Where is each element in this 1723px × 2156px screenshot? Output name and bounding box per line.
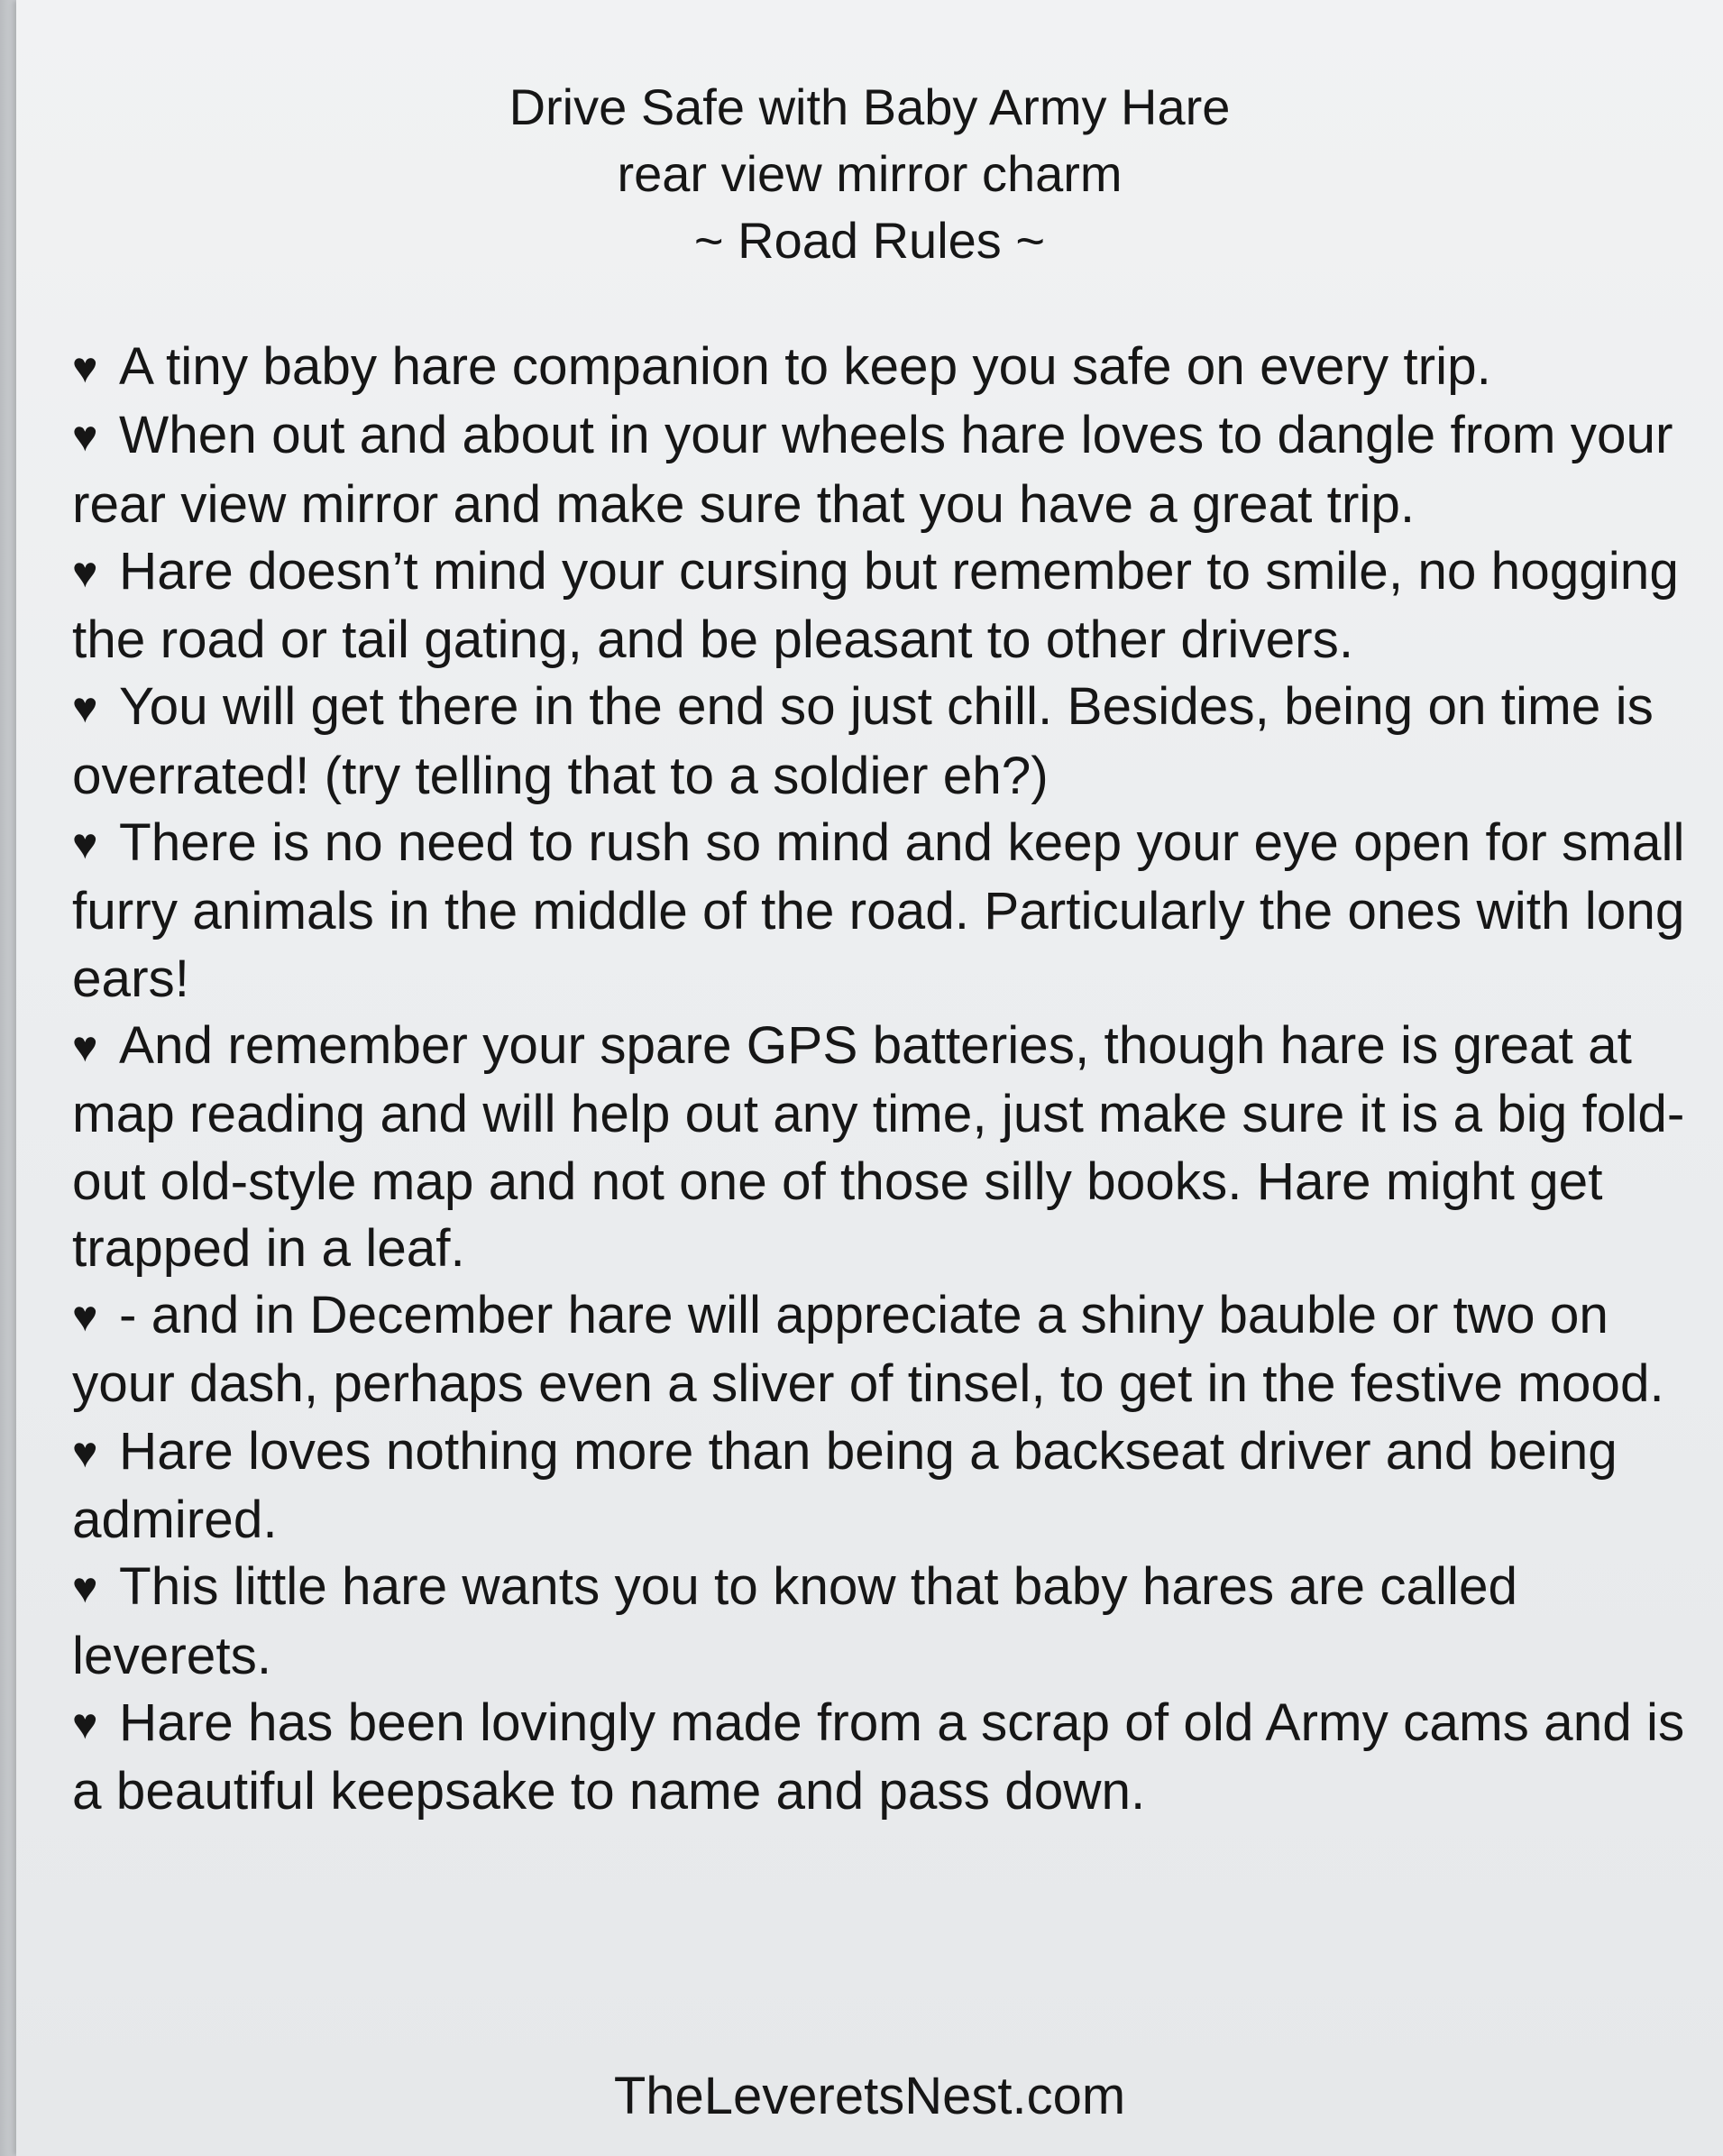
rule-text: Hare doesn’t mind your cursing but remember to smile, no hogging the road or tail gating, and be pleasant to other drivers. [72,541,1679,670]
rule-item [72,538,1695,674]
rule-item [72,1418,1695,1555]
heart-icon: ♥ [72,344,98,392]
card-heading [16,74,1723,274]
road-rules-list [72,334,1695,1826]
rule-text: - and in December hare will appreciate a shiny bauble or two on your dash, perhaps even a sliver of tinsel, to get in the festive mood. [72,1286,1664,1414]
rule-text: When out and about in your wheels hare loves to dangle from your rear view mirror and make sure that you have a great trip. [72,406,1673,534]
rule-item [72,674,1695,810]
rule-item [72,402,1695,538]
background-edge [0,0,16,2156]
heading-subtitle: rear view mirror charm [617,145,1123,202]
rule-text: There is no need to rush so mind and keep your eye open for small furry animals in the middle of the road. Particularly the ones with long ears! [72,813,1685,1008]
heart-icon: ♥ [72,1564,98,1613]
heart-icon: ♥ [72,1023,98,1071]
rule-text: This little hare wants you to know that baby hares are called leverets. [72,1557,1518,1685]
heading-title: Drive Safe with Baby Army Hare [509,78,1231,135]
heart-icon: ♥ [72,1293,98,1342]
heart-icon: ♥ [72,821,98,869]
rule-text: And remember your spare GPS batteries, though hare is great at map reading and will help out any time, just make sure it is a big fold-out old-style map and not one of those silly books. Hare might get trapped in a leaf. [72,1015,1685,1278]
heart-icon: ♥ [72,413,98,462]
rule-text: Hare loves nothing more than being a backseat driver and being admired. [72,1421,1618,1550]
rule-item [72,1554,1695,1690]
heart-icon: ♥ [72,1428,98,1477]
heart-icon: ♥ [72,684,98,733]
rule-item [72,1282,1695,1418]
rule-item [72,334,1695,402]
heart-icon: ♥ [72,1700,98,1748]
rule-text: A tiny baby hare companion to keep you safe on every trip. [119,337,1491,396]
website-footer: TheLeveretsNest.com [613,2067,1126,2125]
rule-text: You will get there in the end so just chill. Besides, being on time is overrated! (try telling that to a soldier eh?) [72,677,1654,805]
heart-icon: ♥ [72,548,98,597]
printed-card [16,0,1723,2156]
rule-item [72,1690,1695,1826]
rule-item [72,810,1695,1013]
heading-road-rules: ~ Road Rules ~ [693,212,1046,269]
rule-text: Hare has been lovingly made from a scrap of old Army cams and is a beautiful keepsake to name and pass down. [72,1693,1685,1821]
rule-item [72,1013,1695,1282]
